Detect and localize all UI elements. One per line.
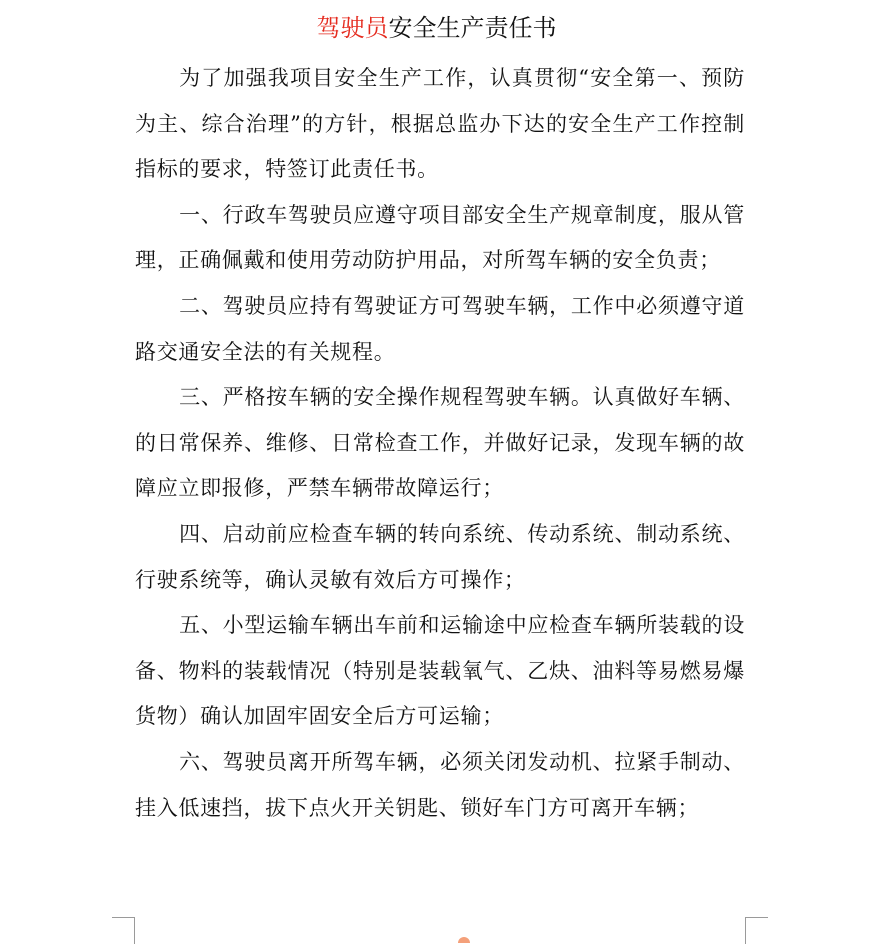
title-rest: 安全生产责任书 <box>388 14 557 42</box>
title-accent: 驾驶员 <box>316 14 389 42</box>
paragraph-clause-3: 三、严格按车辆的安全操作规程驾驶车辆。认真做好车辆、的日常保养、维修、日常检查工作，并做好记录，发现车辆的故障应立即报修，严禁车辆带故障运行； <box>135 385 745 501</box>
paragraph-clause-1: 一、行政车驾驶员应遵守项目部安全生产规章制度，服从管理，正确佩戴和使用劳动防护用品，对所驾车辆的安全负责； <box>135 202 745 273</box>
page-corner-mark-left <box>112 917 135 944</box>
document-body <box>135 56 745 831</box>
paragraph-clause-5: 五、小型运输车辆出车前和运输途中应检查车辆所装载的设备、物料的装载情况（特别是装载氧气、乙炔、油料等易燃易爆货物）确认加固牢固安全后方可运输； <box>135 613 745 729</box>
page-corner-mark-right <box>745 917 768 944</box>
paragraph-clause-6: 六、驾驶员离开所驾车辆，必须关闭发动机、拉紧手制动、挂入低速挡，拔下点火开关钥匙、锁好车门方可离开车辆； <box>135 749 745 820</box>
page-edge-mark <box>458 937 470 943</box>
paragraph-clause-4: 四、启动前应检查车辆的转向系统、传动系统、制动系统、行驶系统等，确认灵敏有效后方可操作； <box>135 521 745 592</box>
paragraph-intro: 为了加强我项目安全生产工作，认真贯彻“安全第一、预防为主、综合治理”的方针，根据总监办下达的安全生产工作控制指标的要求，特签订此责任书。 <box>135 66 745 182</box>
paragraph-clause-2: 二、驾驶员应持有驾驶证方可驾驶车辆，工作中必须遵守道路交通安全法的有关规程。 <box>135 293 745 364</box>
document-title <box>0 10 873 46</box>
